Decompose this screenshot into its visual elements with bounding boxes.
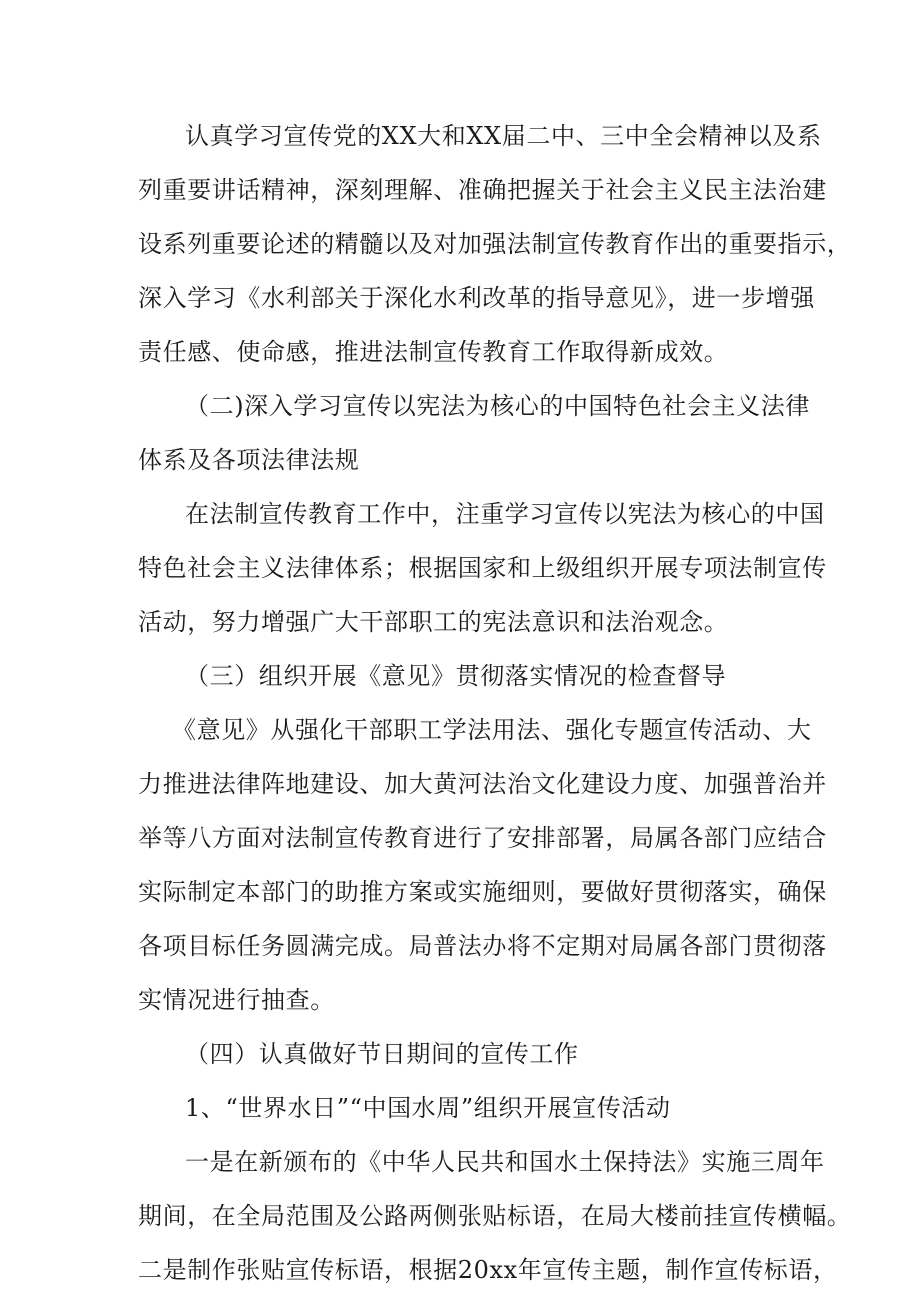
- text-line: 举等八方面对法制宣传教育进行了安排部署，局属各部门应结合: [138, 824, 827, 852]
- section-heading: （三）组织开展《意见》贯彻落实情况的检查督导: [185, 662, 727, 690]
- section-heading: （二)深入学习宣传以宪法为核心的中国特色社会主义法律: [185, 392, 810, 420]
- text-line: 责任感、使命感，推进法制宣传教育工作取得新成效。: [138, 338, 729, 366]
- section-heading: 体系及各项法律法规: [138, 446, 360, 474]
- text-line: 力推进法律阵地建设、加大黄河法治文化建设力度、加强普治并: [138, 770, 827, 798]
- text-line: 各项目标任务圆满完成。局普法办将不定期对局属各部门贯彻落: [138, 932, 827, 960]
- text-line: 认真学习宣传党的XX大和XX届二中、三中全会精神以及系: [185, 122, 822, 150]
- text-line: 期间，在全局范围及公路两侧张贴标语，在局大楼前挂宣传横幅。: [138, 1202, 852, 1230]
- text-line: 二是制作张贴宣传标语，根据20xx年宣传主题，制作宣传标语，: [138, 1256, 838, 1284]
- text-line: 特色社会主义法律体系；根据国家和上级组织开展专项法制宣传: [138, 554, 827, 582]
- text-line: 深入学习《水利部关于深化水利改革的指导意见》，进一步增强: [138, 284, 815, 312]
- text-line: 一是在新颁布的《中华人民共和国水土保持法》实施三周年: [185, 1148, 825, 1176]
- section-heading: （四）认真做好节日期间的宣传工作: [185, 1040, 579, 1068]
- text-line: 活动，努力增强广大干部职工的宪法意识和法治观念。: [138, 608, 729, 636]
- text-line: 在法制宣传教育工作中，注重学习宣传以宪法为核心的中国: [185, 500, 825, 528]
- text-line: 设系列重要论述的精髓以及对加强法制宣传教育作出的重要指示，: [138, 230, 852, 258]
- subsection-heading: 1、“世界水日”“中国水周”组织开展宣传活动: [185, 1094, 671, 1122]
- text-line: 《意见》从强化干部职工学法用法、强化专题宣传活动、大: [172, 716, 812, 744]
- text-line: 实情况进行抽查。: [138, 986, 335, 1014]
- text-line: 实际制定本部门的助推方案或实施细则，要做好贯彻落实，确保: [138, 878, 827, 906]
- text-line: 列重要讲话精神，深刻理解、准确把握关于社会主义民主法治建: [138, 176, 827, 204]
